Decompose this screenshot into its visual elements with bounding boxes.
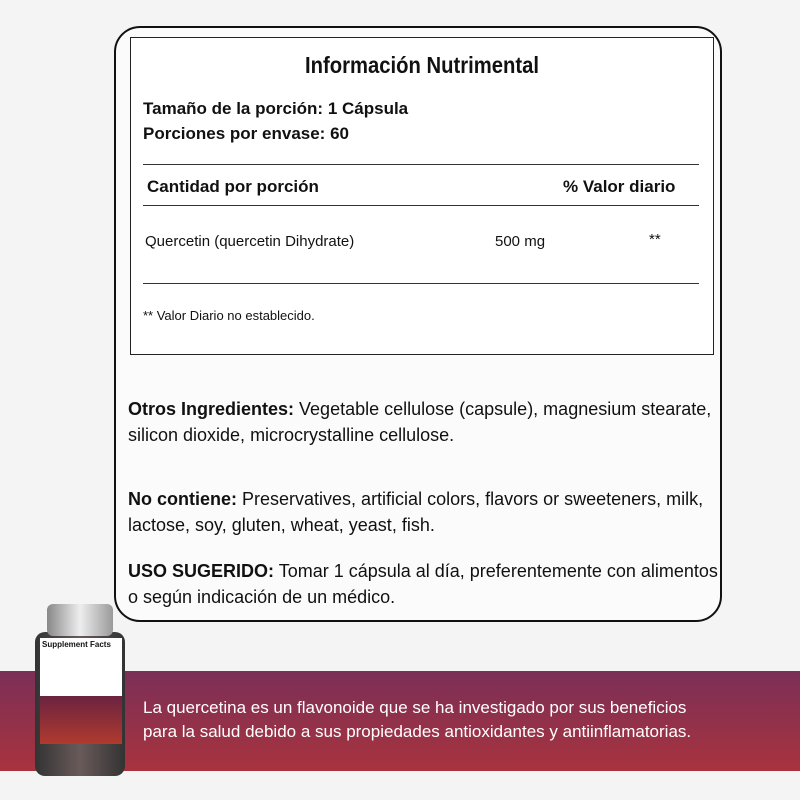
footnote: ** Valor Diario no establecido. — [143, 308, 315, 323]
ingredient-amount: 500 mg — [495, 233, 546, 250]
servings-per-container: Porciones por envase: 60 — [143, 124, 349, 143]
divider — [143, 164, 699, 165]
ingredient-name: Quercetin (quercetin Dihydrate) — [145, 233, 355, 250]
serving-info — [143, 96, 408, 146]
use-label: USO SUGERIDO: — [128, 561, 275, 581]
bottle-label: Supplement Facts — [40, 638, 122, 738]
divider — [143, 283, 699, 284]
free-from — [128, 486, 718, 538]
product-bottle-image — [35, 604, 125, 776]
free-label: No contiene: — [128, 489, 238, 509]
free-text: Preservatives, artificial colors, flavors or sweeteners, milk, lactose, soy, gluten, wheat, yeast, fish. — [128, 489, 704, 535]
use-text: Tomar 1 cápsula al día, preferentemente con alimentos o según indicación de un médico. — [128, 561, 718, 607]
dv-header: % Valor diario — [563, 177, 676, 196]
other-label: Otros Ingredientes: — [128, 399, 295, 419]
banner-line-2: para la salud debido a sus propiedades antioxidantes y antiinflamatorias. — [143, 722, 692, 741]
other-text: Vegetable cellulose (capsule), magnesium stearate, silicon dioxide, microcrystalline cellulose. — [128, 399, 712, 445]
amount-header: Cantidad por porción — [147, 177, 319, 196]
divider — [143, 205, 699, 206]
ingredient-dv: ** — [649, 231, 661, 248]
bottle-cap — [47, 604, 113, 636]
panel-title: Información Nutrimental — [305, 52, 539, 78]
serving-size: Tamaño de la porción: 1 Cápsula — [143, 99, 409, 118]
suggested-use — [128, 558, 718, 610]
banner-line-1: La quercetina es un flavonoide que se ha investigado por sus beneficios — [143, 698, 687, 717]
other-ingredients — [128, 396, 718, 448]
nutrition-panel — [130, 37, 714, 355]
